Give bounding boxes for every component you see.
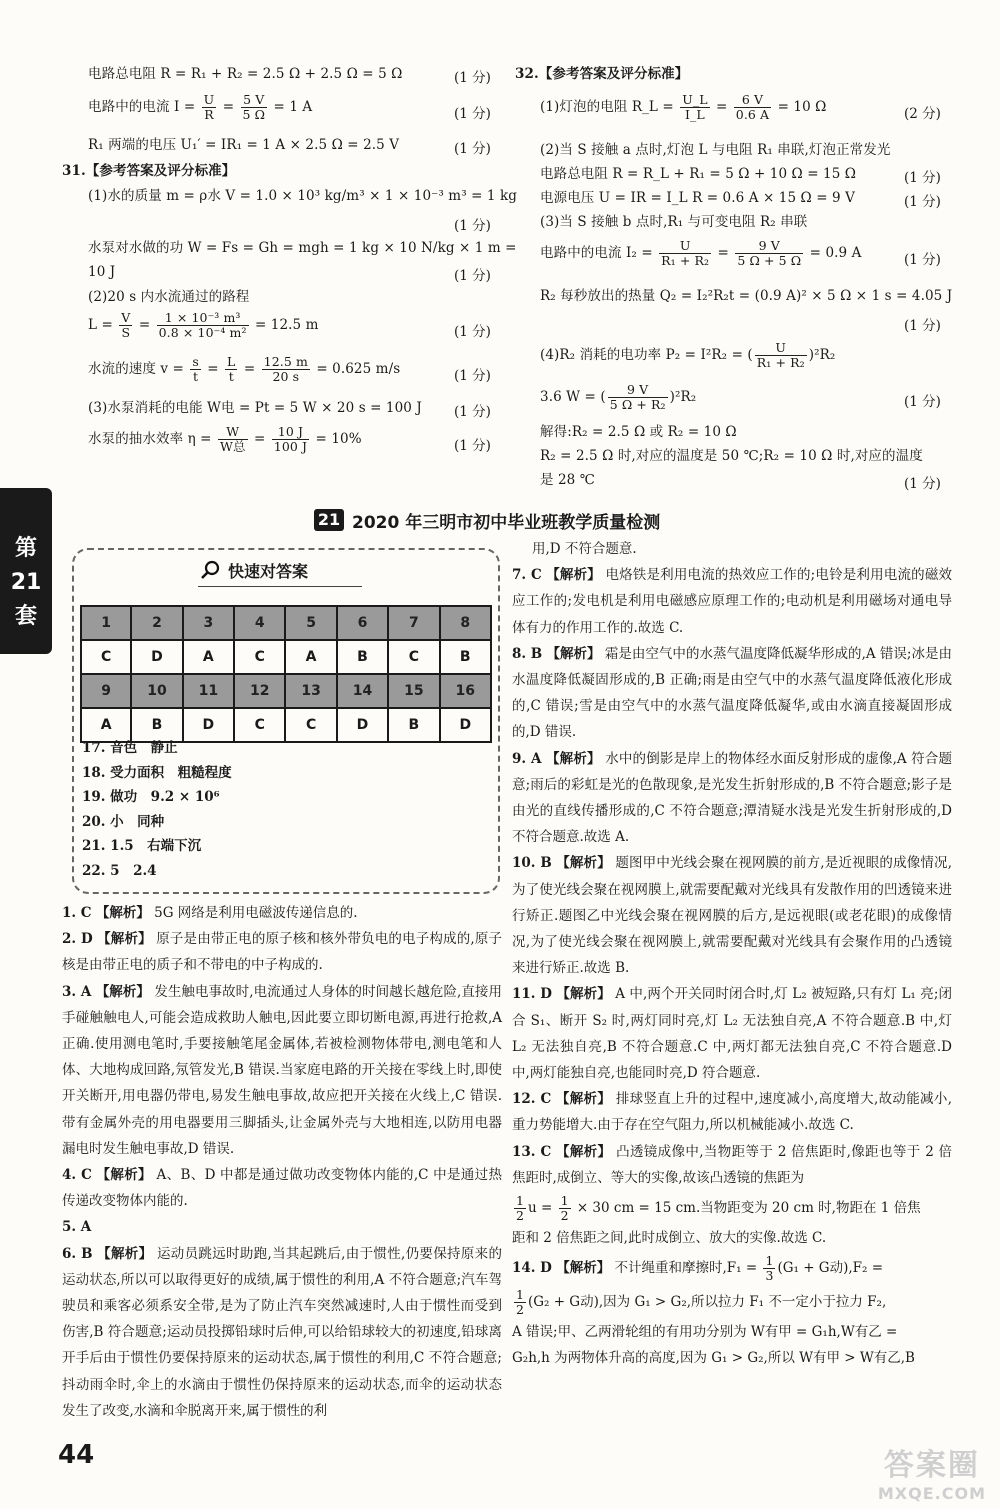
list-item: 13. C 【解析】 凸透镜成像中,当物距等于 2 倍焦距时,像距也等于 2 倍焦距时,成倒立、等大的实像,故该凸透镜的焦距为 <box>512 1143 952 1186</box>
q32-line: 电路中的电流 I₂ = $\frac{U}{\text{R₁ + R₂}}$ = $\frac{9 V}{5 \Omega + 5 \Omega}$ = 0.9 A <box>540 238 862 268</box>
q31-line: (2)20 s 内水流通过的路程 <box>88 289 250 305</box>
table-row: C D A C A B C B <box>81 640 491 674</box>
q32-line: (1)灯泡的电阻 R_L = $\frac{U\_L}{I\_L}$ = $\frac{6 V}{0.6 A}$ = 10 Ω <box>540 92 827 122</box>
left-explanations <box>62 900 502 1424</box>
q32-line: R₂ 每秒放出的热量 Q₂ = I₂²R₂t = (0.9 A)² × 5 Ω × 1 s = 4.05 J <box>540 288 953 304</box>
list-item: 10. B 【解析】 题图甲中光线会聚在视网膜的前方,是近视眼的成像情况,为了使光线会聚在视网膜上,就需要配戴对光线具有发散作用的凹透镜来进行矫正.题图乙中光线会聚在视网膜的后方,是远视眼(或老花眼)的成像情况,为了使光线会聚在视网膜上,就需要配戴对光线具有会聚作用的凸透镜来进行矫正.故选 B. <box>512 855 953 977</box>
list-item: 8. B 【解析】 霜是由空气中的水蒸气温度降低凝华形成的,A 错误;冰是由水温度降低凝固形成的,B 正确;雨是由空气中的水蒸气温度降低液化形成的,C 错误;雪是由空气中的水蒸气温度降低凝华,或由水滴直接凝固形成的,D 错误. <box>512 645 953 741</box>
q32-line: 电路总电阻 R = R_L + R₁ = 5 Ω + 10 Ω = 15 Ω <box>540 166 857 182</box>
list-item: 12. C 【解析】 排球竖直上升的过程中,速度减小,高度增大,故动能减小,重力势能增大.由于存在空气阻力,所以机械能减小.故选 C. <box>512 1091 952 1134</box>
points: (1 分) <box>454 141 491 157</box>
list-item: 7. C 【解析】 电烙铁是利用电流的热效应工作的;电铃是利用电流的磁效应工作的;发电机是利用电磁感应原理工作的;电动机是利用磁场对通电导体有力的作用工作的.故选 C. <box>512 567 953 636</box>
q31-heading: 31.【参考答案及评分标准】 <box>62 163 236 179</box>
watermark-logo: 答案圈 MXQE.COM <box>877 1448 986 1503</box>
points: (1 分) <box>454 70 491 86</box>
section-title <box>314 506 660 534</box>
section-title-text: 2020 年三明市初中毕业班教学质量检测 <box>352 512 661 533</box>
page-number: 44 <box>58 1440 95 1470</box>
points: (1 分) <box>454 438 491 454</box>
points: (1 分) <box>454 404 491 420</box>
voltage-line: R₁ 两端的电压 U₁′ = IR₁ = 1 A × 2.5 Ω = 2.5 V <box>88 137 400 153</box>
table-row: 9 10 11 12 13 14 15 16 <box>81 674 491 708</box>
list-item: 3. A 【解析】 发生触电事故时,电流通过人身体的时间越长越危险,直接用手碰触触电人,可能会造成救助人触电,因此要立即切断电源,再进行抢救,A 正确.使用测电笔时,手要接触笔尾金属体,若被检测物体带电,测电笔和人体、大地构成回路,氖管发光,B 错误.当家庭电路的开关接在零线上时,即使开关断开,用电器仍带电,易发生触电事故,故应把开关接在火线上,C 错误.带有金属外壳的用电器要用三脚插头,让金属外壳与大地相连,以防用电器漏电时发生触电事故,D 错误. <box>62 983 502 1157</box>
list-item: A 错误;甲、乙两滑轮组的有用功分别为 W有甲 = G₁h,W有乙 = <box>512 1324 898 1341</box>
points: (1 分) <box>904 318 941 334</box>
fill-in-answers <box>82 736 232 883</box>
list-item: 21. 1.5 右端下沉 <box>82 838 202 854</box>
q31-line: (3)水泵消耗的电能 W电 = Pt = 5 W × 20 s = 100 J <box>88 400 422 416</box>
list-item: 2. D 【解析】 原子是由带正电的原子核和核外带负电的电子构成的,原子核是由带正电的质子和不带电的中子构成的. <box>62 931 502 974</box>
q31-line: L = $\frac{V}{S}$ = $\frac{\text{1 × 10⁻³ m³}}{\text{0.8 × 10⁻⁴ m²}}$ = 12.5 m <box>88 310 319 340</box>
list-item: $\frac{1}{2}$ u = $\frac{1}{2}$ × 30 cm = 15 cm.当物距变为 20 cm 时,物距在 1 倍焦 <box>516 1193 921 1224</box>
list-item: 20. 小 同种 <box>82 813 165 830</box>
q32-line: (2)当 S 接触 a 点时,灯泡 L 与电阻 R₁ 串联,灯泡正常发光 <box>540 142 891 158</box>
search-icon <box>200 559 222 581</box>
list-item: 距和 2 倍焦距之间,此时成倒立、放大的实像.故选 C. <box>512 1230 827 1247</box>
points: (1 分) <box>454 218 491 234</box>
q32-heading: 32.【参考答案及评分标准】 <box>515 66 689 82</box>
points: (1 分) <box>904 252 941 268</box>
table-row: 1 2 3 4 5 6 7 8 <box>81 606 491 640</box>
list-item: 5. A <box>62 1219 92 1236</box>
q32-line: R₂ = 2.5 Ω 时,对应的温度是 50 ℃;R₂ = 10 Ω 时,对应的温度 <box>540 448 923 464</box>
points: (1 分) <box>454 106 491 122</box>
total-resistance-line: 电路总电阻 R = R₁ + R₂ = 2.5 Ω + 2.5 Ω = 5 Ω <box>88 66 403 82</box>
list-item: 18. 受力面积 粗糙程度 <box>82 764 232 781</box>
set-number-tab: 第 21 套 <box>0 488 52 654</box>
q32-line: 解得:R₂ = 2.5 Ω 或 R₂ = 10 Ω <box>540 424 737 440</box>
points: (1 分) <box>454 368 491 384</box>
points: (1 分) <box>454 324 491 340</box>
points: (1 分) <box>904 194 941 210</box>
q32-line: 电源电压 U = IR = I_L R = 0.6 A × 15 Ω = 9 V <box>540 190 855 206</box>
list-item: 22. 5 2.4 <box>82 862 157 879</box>
list-item: 6. B 【解析】 运动员跳远时助跑,当其起跳后,由于惯性,仍要保持原来的运动状态,所以可以取得更好的成绩,属于惯性的利用,A 不符合题意;汽车驾驶员和乘客必须系安全带,是为了防止汽车突然减速时,人由于惯性而受到伤害,B 符合题意;运动员投掷铅球时后伸,可以给铅球较大的初速度,铅球离开手后由于惯性仍要保持原来的运动状态,属于惯性的利用,C 不符合题意;抖动雨伞时,伞上的水滴由于惯性仍保持原来的运动状态,而伞的运动状态发生了改变,水滴和伞脱离开来,属于惯性的利 <box>62 1245 502 1419</box>
list-item: 17. 音色 静止 <box>82 740 178 756</box>
q31-line: 水泵的抽水效率 η = $\frac{W}{\text{W总}}$ = $\frac{10 J}{100 J}$ = 10% <box>88 424 362 454</box>
list-item: 用,D 不符合题意. <box>532 541 637 557</box>
points: (1 分) <box>904 394 941 410</box>
q32-line: (3)当 S 接触 b 点时,R₁ 与可变电阻 R₂ 串联 <box>540 214 808 230</box>
points: (1 分) <box>904 476 941 492</box>
list-item: 11. D 【解析】 A 中,两个开关同时闭合时,灯 L₂ 被短路,只有灯 L₁ 亮;闭合 S₁、断开 S₂ 时,两灯同时亮,灯 L₂ 无法独自亮,A 不符合题意.B 中,灯 L₂ 无法独自亮,B 不符合题意.C 中,两灯都无法独自亮,C 不符合题意.D 中,两灯能独自亮,也能同时亮,D 符合题意. <box>512 986 952 1082</box>
section-number-badge: 21 <box>314 509 344 531</box>
answer-table <box>80 605 492 743</box>
q31-line: 水流的速度 v = $\frac{s}{t}$ = $\frac{L}{t}$ = $\frac{12.5 m}{20 s}$ = 0.625 m/s <box>88 354 401 384</box>
q31-line: 10 J <box>88 264 116 280</box>
q32-line: (4)R₂ 消耗的电功率 P₂ = I²R₂ = ( $\frac{U}{\text{R₁ + R₂}}$ )²R₂ <box>540 340 836 370</box>
q31-line: 水泵对水做的功 W = Fs = Gh = mgh = 1 kg × 10 N/kg × 1 m = <box>88 240 517 256</box>
list-item: 4. C 【解析】 A、B、D 中都是通过做功改变物体内能的,C 中是通过热传递改变物体内能的. <box>62 1167 502 1210</box>
points: (1 分) <box>904 170 941 186</box>
q31-line: (1)水的质量 m = ρ水 V = 1.0 × 10³ kg/m³ × 1 × 10⁻³ m³ = 1 kg <box>88 188 518 204</box>
title-underline <box>198 586 362 587</box>
list-item: $\frac{1}{2}$ (G₂ + G动),因为 G₁ > G₂,所以拉力 F₁ 不一定小于拉力 F₂, <box>516 1287 887 1318</box>
list-item: G₂h,h 为两物体升高的高度,因为 G₁ > G₂,所以 W有甲 > W有乙,B <box>512 1350 915 1367</box>
right-explanations <box>512 536 952 1372</box>
points: (1 分) <box>454 268 491 284</box>
table-row: A B D C C D B D <box>81 708 491 742</box>
q32-line: 3.6 W = ( $\frac{9 V}{\text{5 Ω + R₂}}$ )²R₂ <box>540 382 697 412</box>
list-item: 9. A 【解析】 水中的倒影是岸上的物体经水面反射形成的虚像,A 符合题意;雨后的彩虹是光的色散现象,是光发生折射形成的,B 不符合题意;影子是由光的直线传播形成的,C 不符合题意;潭清疑水浅是光发生折射形成的,D 不符合题意.故选 A. <box>512 750 952 846</box>
list-item: 14. D 【解析】 不计绳重和摩擦时,F₁ = $\frac{1}{3}$ (G₁ + G动),F₂ = <box>512 1253 884 1284</box>
points: (2 分) <box>904 106 941 122</box>
q32-line: 是 28 ℃ <box>540 472 595 488</box>
list-item: 19. 做功 9.2 × 10⁶ <box>82 789 220 805</box>
quick-answer-title: 快速对答案 <box>200 557 380 583</box>
list-item: 1. C 【解析】 5G 网络是利用电磁波传递信息的. <box>62 905 358 921</box>
current-line: 电路中的电流 I = $\frac{U}{R}$ = $\frac{5 V}{5 \Omega}$ = 1 A <box>88 92 313 122</box>
